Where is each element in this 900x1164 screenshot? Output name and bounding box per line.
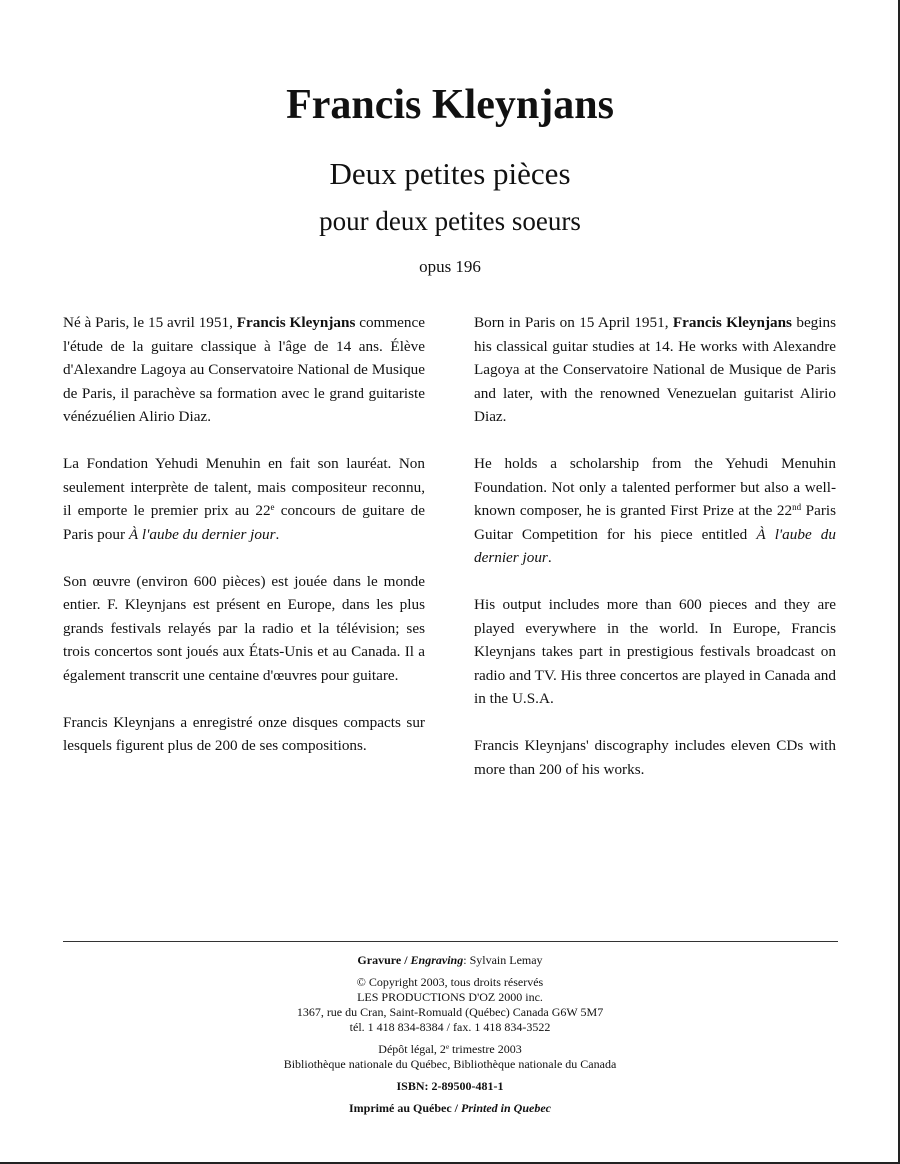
text: Born in Paris on 15 April 1951,	[474, 314, 673, 331]
isbn	[0, 1079, 900, 1094]
engraving-label-en: Engraving	[410, 953, 464, 967]
printed-separator: /	[451, 1101, 461, 1115]
text: begins his classical guitar studies at 14. He works with Alexandre Lagoya at the Conservatoire National de Musique de Paris and later, with the renowned Venezuelan guitarist Alirio Diaz.	[474, 314, 836, 425]
composer-name-bold: Francis Kleynjans	[672, 314, 792, 331]
text: Paris Guitar Competition for his piece entitled	[474, 502, 837, 543]
national-libraries: Bibliothèque nationale du Québec, Bibliothèque nationale du Canada	[283, 1057, 617, 1071]
text: commence l'étude de la guitare classique à l'âge de 14 ans. Élève d'Alexandre Lagoya au Conservatoire National de Musique de Paris, il parachève sa formation avec le grand guitariste vénézuélien Alirio Diaz.	[63, 314, 425, 425]
publisher-phone: tél. 1 418 834-8384 / fax. 1 418 834-3522	[349, 1020, 551, 1034]
text: trimestre 2003	[449, 1042, 522, 1056]
bio-fr-paragraph-2	[63, 452, 425, 546]
engraving-separator: /	[401, 953, 411, 967]
isbn-number: ISBN: 2-89500-481-1	[396, 1079, 504, 1093]
printed-in	[0, 1101, 900, 1116]
opus-number: opus 196	[419, 257, 481, 276]
bio-en-paragraph-3: His output includes more than 600 pieces and they are played everywhere in the world. In Europe, Francis Kleynjans takes part in prestigious festivals broadcast on radio and TV. His three concertos are played in Canada and in the U.S.A.	[474, 596, 836, 707]
bio-fr-paragraph-1	[63, 311, 425, 429]
bio-en-paragraph-4: Francis Kleynjans' discography includes eleven CDs with more than 200 of his works.	[474, 737, 836, 778]
text: La Fondation Yehudi Menuhin en fait son lauréat. Non seulement interprète de talent, mais compositeur reconnu, il emporte le premier prix au 22	[63, 455, 425, 519]
bio-en-paragraph-2	[474, 452, 836, 570]
ordinal-superscript: nd	[792, 502, 802, 512]
text: Né à Paris, le 15 avril 1951,	[63, 314, 237, 331]
engraver-name: : Sylvain Lemay	[463, 953, 543, 967]
copyright-notice: © Copyright 2003, tous droits réservés	[356, 975, 544, 989]
work-subtitle: pour deux petites soeurs	[319, 206, 581, 236]
text: Dépôt légal, 2	[378, 1042, 446, 1056]
bio-en-paragraph-1	[474, 311, 836, 429]
text: .	[547, 549, 552, 566]
work-title: Deux petites pièces	[329, 156, 571, 191]
publisher-address: 1367, rue du Cran, Saint-Romuald (Québec) Canada G6W 5M7	[296, 1005, 604, 1019]
publisher-name: LES PRODUCTIONS D'OZ 2000 inc.	[357, 990, 543, 1004]
ordinal-superscript: e	[270, 502, 275, 512]
ordinal-superscript: e	[445, 1043, 450, 1051]
printed-fr: Imprimé au Québec	[349, 1101, 452, 1115]
text: .	[275, 525, 280, 543]
bio-fr-paragraph-3: Son œuvre (environ 600 pièces) est jouée dans le monde entier. F. Kleynjans est présent en Europe, dans les plus grands festivals relayés par la radio et la télévision; ses trois concertos sont joués aux États-Unis et au Canada. Il a également transcrit une centaine d'œuvres pour guitare.	[63, 572, 425, 684]
text: He holds a scholarship from the Yehudi Menuhin Foundation. Not only a talented performer but also a well-known composer, he is granted First Prize at the 22	[474, 455, 836, 519]
composer-name: Francis Kleynjans	[286, 82, 614, 128]
bio-fr-paragraph-4: Francis Kleynjans a enregistré onze disques compacts sur lesquels figurent plus de 200 de ses compositions.	[63, 713, 425, 754]
legal-deposit	[0, 1042, 900, 1057]
footer-divider	[63, 941, 838, 942]
engraving-label-fr: Gravure	[357, 953, 402, 967]
piece-title: À l'aube du dernier jour	[128, 525, 276, 543]
text: concours de guitare de Paris pour	[63, 502, 425, 543]
printed-en: Printed in Quebec	[461, 1101, 551, 1115]
publication-footer	[0, 953, 900, 1116]
engraving-credit	[0, 953, 900, 968]
composer-name-bold: Francis Kleynjans	[236, 314, 356, 331]
biography-french	[63, 311, 425, 781]
biography-english	[474, 311, 836, 805]
piece-title: À l'aube du dernier jour	[474, 525, 836, 566]
